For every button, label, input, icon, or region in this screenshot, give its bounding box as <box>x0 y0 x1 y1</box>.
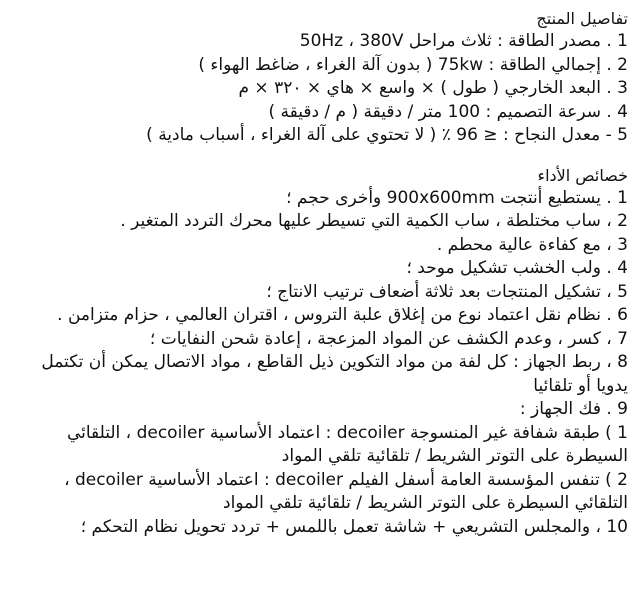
feature-line-6: 6 . نظام نقل اعتماد نوع من إغلاق علبة التروس ، اقتران العالمي ، حزام متزامن . <box>57 305 628 325</box>
feature-line-5: 5 ، تشكيل المنتجات بعد ثلاثة أضعاف ترتيب الانتاج ؛ <box>266 281 628 302</box>
feature-line-8: 8 ، ربط الجهاز : كل لفة من مواد التكوين ذيل القاطع ، مواد الاتصال يمكن أن تكتمل يدويا أو تلقائيا <box>41 352 628 396</box>
feature-line-1: 1 . يستطيع أنتجت 900x600mm وأخرى حجم ؛ <box>286 187 628 208</box>
feature-line-4: 4 . ولب الخشب تشكيل موحد ؛ <box>406 258 628 278</box>
feature-line-3: 3 ، مع كفاءة عالية محطم . <box>436 234 628 255</box>
spec-line-2: 2 . إجمالي الطاقة : 75kw ( بدون آلة الغراء ، ضاغط الهواء ) <box>198 54 628 75</box>
product-details-heading: تفاصيل المنتج <box>536 9 628 28</box>
document-body <box>6 8 628 539</box>
spec-line-5: 5 - معدل النجاح : ≤ 96 ٪ ( لا تحتوي على آلة الغراء ، أسباب مادية ) <box>146 125 628 145</box>
feature-line-2: 2 ، ساب مختلطة ، ساب الكمية التي تسيطر عليها محرك التردد المتغير . <box>120 211 628 231</box>
feature-line-10: 10 ، والمجلس التشريعي + شاشة تعمل باللمس + تردد تحويل نظام التحكم ؛ <box>80 516 628 537</box>
spec-line-3: 3 . البعد الخارجي ( طول ) × واسع × هاي × ٣٢٠ × م <box>238 78 628 98</box>
feature-line-9: 9 . فك الجهاز : <box>519 399 628 419</box>
spec-line-1: 1 . مصدر الطاقة : ثلاث مراحل 50Hz ، 380V <box>299 31 628 51</box>
performance-heading: خصائص الأداء <box>537 165 628 185</box>
feature-line-7: 7 ، كسر ، وعدم الكشف عن المواد المزعجة ، إعادة شحن النفايات ؛ <box>149 328 628 349</box>
section-gap <box>6 148 628 165</box>
feature-subitem-2: 2 ) تنفس المؤسسة العامة أسفل الفيلم decoiler : اعتماد الأساسية decoiler ، التلقائي السيطرة على التوتر الشريط / تلقائية تلقي المواد <box>64 469 628 513</box>
feature-subitem-1: 1 ) طبقة شفافة غير المنسوجة decoiler : اعتماد الأساسية decoiler ، التلقائي السيطرة على التوتر الشريط / تلقائية تلقي المواد <box>66 422 628 466</box>
spec-line-4: 4 . سرعة التصميم : 100 متر / دقيقة ( م / دقيقة ) <box>268 101 628 122</box>
